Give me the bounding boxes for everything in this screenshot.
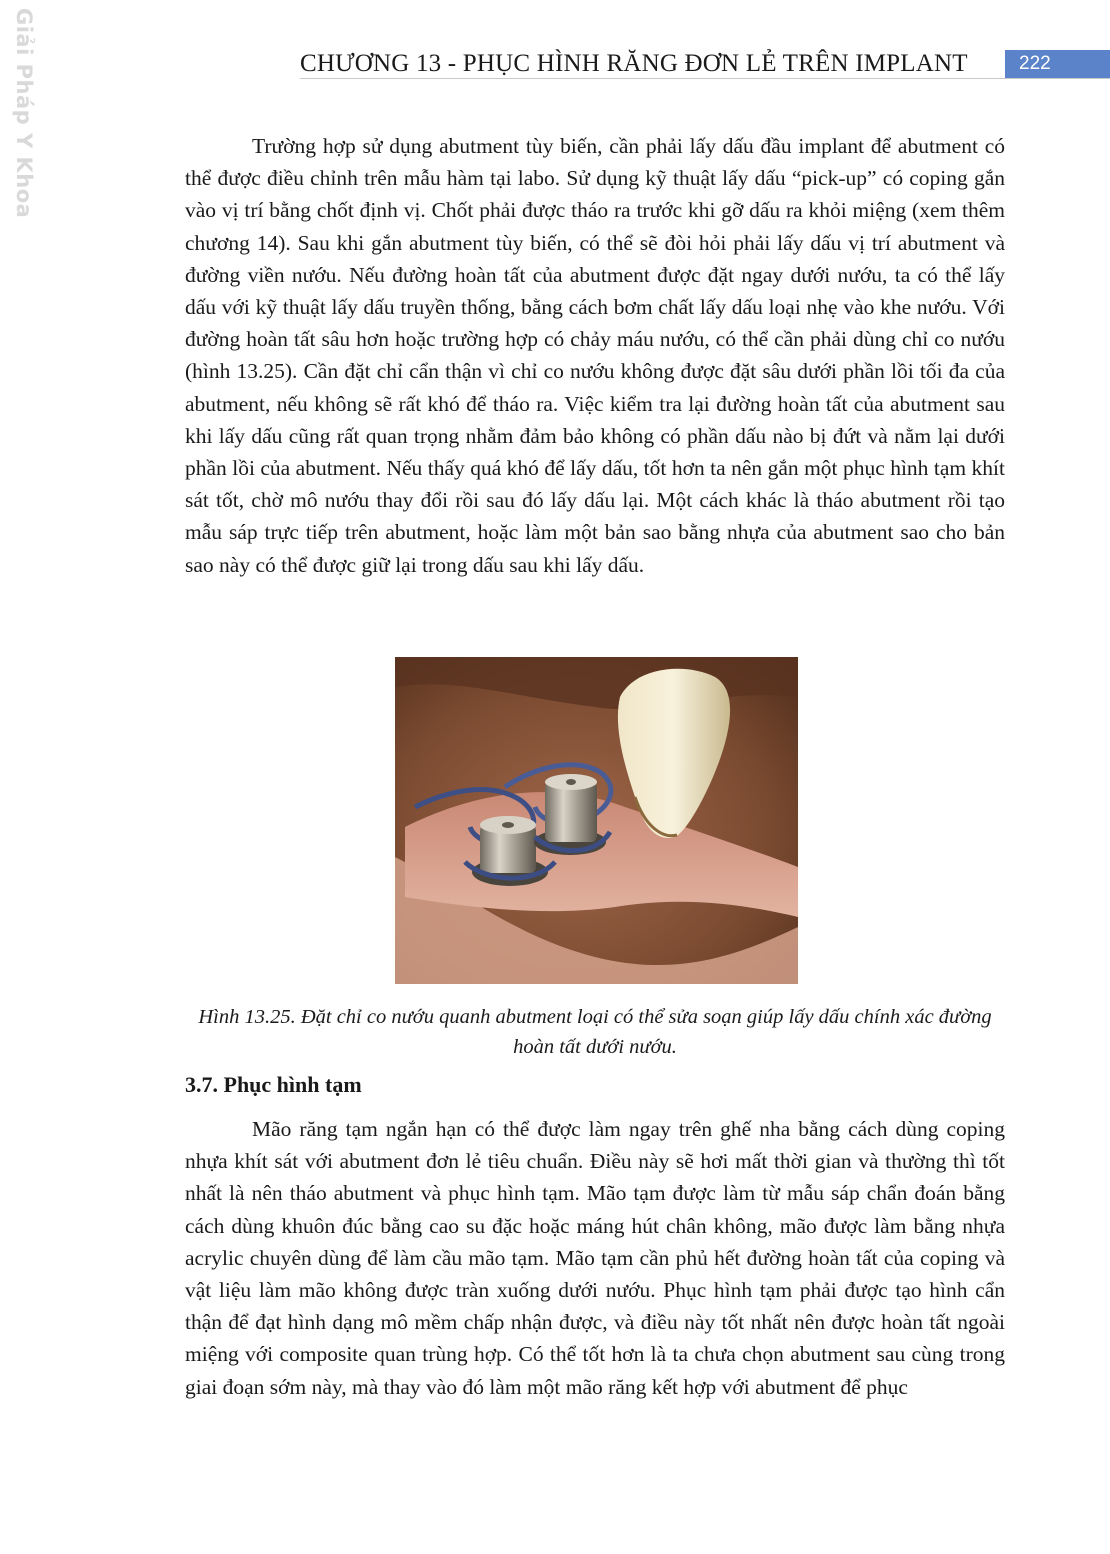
watermark: Giải Pháp Y Khoa [12,8,36,219]
chapter-header-title: CHƯƠNG 13 - PHỤC HÌNH RĂNG ĐƠN LẺ TRÊN IMPLANT [300,50,968,77]
body-section-1 [185,130,1005,581]
figure-caption: Hình 13.25. Đặt chỉ co nướu quanh abutment loại có thể sửa soạn giúp lấy dấu chính xác đường hoàn tất dưới nướu. [198,1006,992,1058]
figure-13-25-photo [395,657,798,984]
intraoral-photo-illustration [395,657,798,984]
paragraph-temporary-restoration: Mão răng tạm ngắn hạn có thể được làm ngay trên ghế nha bằng cách dùng coping nhựa khít sát với abutment đơn lẻ tiêu chuẩn. Điều này sẽ hơi mất thời gian và thường thì tốt nhất là nên tháo abutment và phục hình tạm. Mão tạm được làm từ mẫu sáp chẩn đoán bằng cách dùng khuôn đúc bằng cao su đặc hoặc máng hút chân không, mão được làm bằng nhựa acrylic chuyên dùng để làm cầu mão tạm. Mão tạm cần phủ hết đường hoàn tất của coping và vật liệu làm mão không được tràn xuống dưới nướu. Phục hình tạm phải được tạo hình cẩn thận để đạt hình dạng mô mềm chấp nhận được, và điều này tốt nhất nên được hoàn tất ngoài miệng với composite quan trùng hợp. Có thể tốt hơn là ta chưa chọn abutment sau cùng trong giai đoạn sớm này, mà thay vào đó làm một mão răng kết hợp với abutment để phục [185,1117,1005,1399]
paragraph-custom-abutment: Trường hợp sử dụng abutment tùy biến, cần phải lấy dấu đầu implant để abutment có thể được điều chỉnh trên mẫu hàm tại labo. Sử dụng kỹ thuật lấy dấu “pick-up” có coping gắn vào vị trí bằng chốt định vị. Chốt phải được tháo ra trước khi gỡ dấu ra khỏi miệng (xem thêm chương 14). Sau khi gắn abutment tùy biến, có thể sẽ đòi hỏi phải lấy dấu vị trí abutment và đường viền nướu. Nếu đường hoàn tất của abutment được đặt ngay dưới nướu, ta có thể lấy dấu với kỹ thuật lấy dấu truyền thống, bằng cách bơm chất lấy dấu loại nhẹ vào khe nướu. Với đường hoàn tất sâu hơn hoặc trường hợp có chảy máu nướu, có thể cần phải dùng chỉ co nướu (hình 13.25). Cần đặt chỉ cẩn thận vì chỉ co nướu không được đặt sâu dưới phần lồi tối đa của abutment, nếu không sẽ rất khó để tháo ra. Việc kiểm tra lại đường hoàn tất của abutment sau khi lấy dấu cũng rất quan trọng nhằm đảm bảo không có phần dấu nào bị đứt và nằm lại dưới phần lồi của abutment. Nếu thấy quá khó để lấy dấu, tốt hơn ta nên gắn một phục hình tạm khít sát tốt, chờ mô nướu thay đổi rồi sau đó lấy dấu lại. Một cách khác là tháo abutment rồi tạo mẫu sáp trực tiếp trên abutment, hoặc làm một bản sao bằng nhựa của abutment sao cho bản sao này có thể được giữ lại trong dấu sau khi lấy dấu. [185,134,1005,577]
header-divider [300,78,1110,79]
section-heading-3-7: 3.7. Phục hình tạm [185,1072,362,1097]
body-section-2 [185,1113,1005,1403]
page-number-badge: 222 [1005,50,1110,78]
